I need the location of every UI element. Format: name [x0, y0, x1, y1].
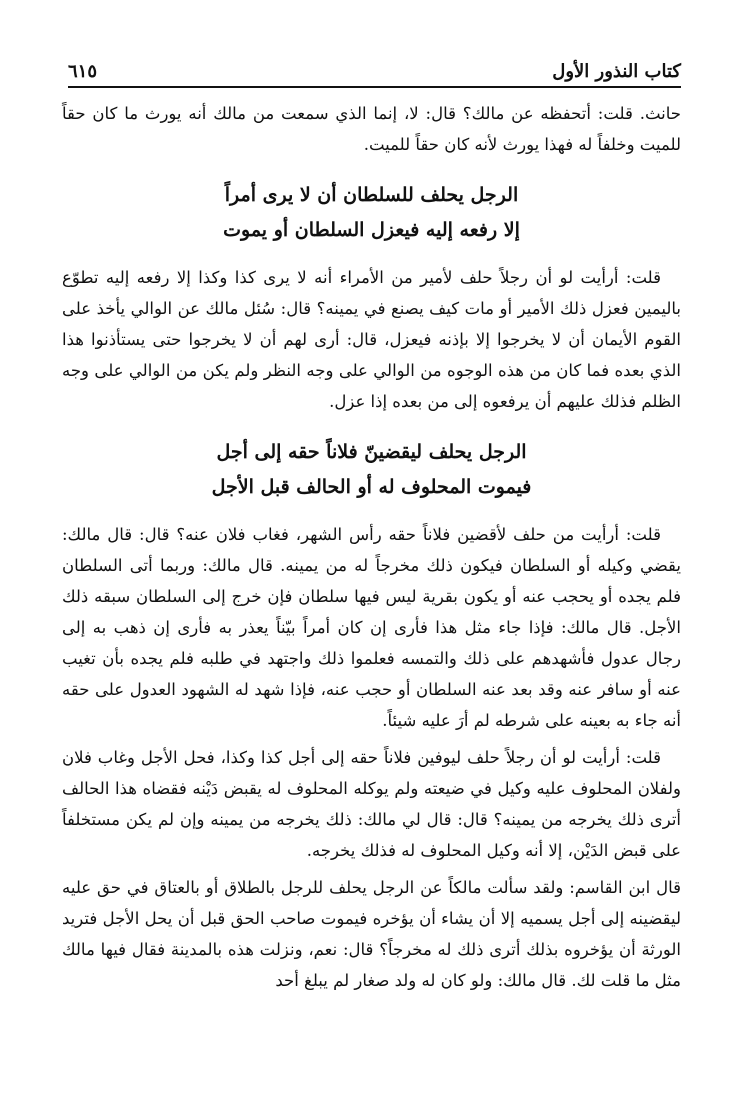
paragraph-4: قلت: أرأيت لو أن رجلاً حلف ليوفين فلاناً حقه إلى أجل كذا وكذا، فحل الأجل وغاب فلان ولفلان المحلوف عليه وكيل في ضيعته ولم يوكله المحلوف له يقبض دَيْنه فقضاه هذا الحالف أترى ذلك يخرجه من يمينه؟ قال: قال لي مالك: ذلك يخرجه من يمينه وإن لم يكن مستخلفاً على قبض الدَيْن، إلا أنه وكيل المحلوف له فذلك يخرجه. [62, 748, 681, 860]
heading-line: الرجل يحلف ليقضينّ فلاناً حقه إلى أجل [216, 441, 527, 463]
book-title: كتاب النذور الأول [552, 61, 681, 82]
heading-line: الرجل يحلف للسلطان أن لا يرى أمراً [224, 184, 519, 206]
running-header [68, 52, 681, 88]
body-text [62, 98, 681, 1002]
heading-line: إلا رفعه إليه فيعزل السلطان أو يموت [223, 219, 520, 241]
section-heading-1 [62, 178, 681, 248]
section-heading-2 [62, 435, 681, 505]
paragraph-5: قال ابن القاسم: ولقد سألت مالكاً عن الرجل يحلف للرجل بالطلاق أو بالعتاق في حق عليه ليقضينه إلى أجل يسميه إلا أن يشاء أن يؤخره فيموت صاحب الحق قبل أن يحل الأجل فتريد الورثة أن يؤخروه بذلك أترى ذلك له مخرجاً؟ قال: نعم، ونزلت هذه بالمدينة فقال فيها مالك مثل ما قلت لك. قال مالك: ولو كان له ولد صغار لم يبلغ أحد [62, 878, 681, 990]
heading-line: فيموت المحلوف له أو الحالف قبل الأجل [211, 476, 532, 498]
paragraph-3: قلت: أرأيت من حلف لأقضين فلاناً حقه رأس الشهر، فغاب فلان عنه؟ قال: قال مالك: يقضي وكيله أو السلطان فيكون ذلك مخرجاً له من يمينه. قال مالك: وربما أتى السلطان فلم يجده أو يحجب عنه أو يكون بقرية ليس فيها سلطان فإن خرج إلى السلطان سبقه ذلك الأجل. قال مالك: فإذا جاء مثل هذا فأرى إن كان أمراً بيّناً يعذر به فأرى إن ذهب به إلى رجال عدول فأشهدهم على ذلك والتمسه فعلموا ذلك واجتهد في طلبه فلم يجده بأن تغيب عنه أو سافر عنه وقد بعد عنه السلطان أو حجب عنه، فإذا شهد له الشهود العدول على حقه أنه جاء به بعينه على شرطه لم أرَ عليه شيئاً. [62, 525, 681, 730]
page-number: ٦١٥ [68, 61, 98, 82]
paragraph-2: قلت: أرأيت لو أن رجلاً حلف لأمير من الأمراء أنه لا يرى كذا وكذا إلا رفعه إليه تطوّع باليمين فعزل ذلك الأمير أو مات كيف يصنع في يمينه؟ قال: سُئل مالك عن الوالي يأخذ على القوم الأيمان أن لا يخرجوا إلا بإذنه فيعزل، قال: أرى لهم أن لا يخرجوا حتى يستأذنوا هذا الذي بعده فما كان من هذه الوجوه من الوالي على وجه النظر ولم يكن من الوالي على وجه الظلم فذلك عليهم أن يرفعوه إلى من بعده إذا عزل. [62, 268, 681, 411]
paragraph-1: حانث. قلت: أتحفظه عن مالك؟ قال: لا، إنما الذي سمعت من مالك أنه يورث ما كان حقاً للميت وخلفاً له فهذا يورث لأنه كان حقاً للميت. [62, 104, 681, 154]
